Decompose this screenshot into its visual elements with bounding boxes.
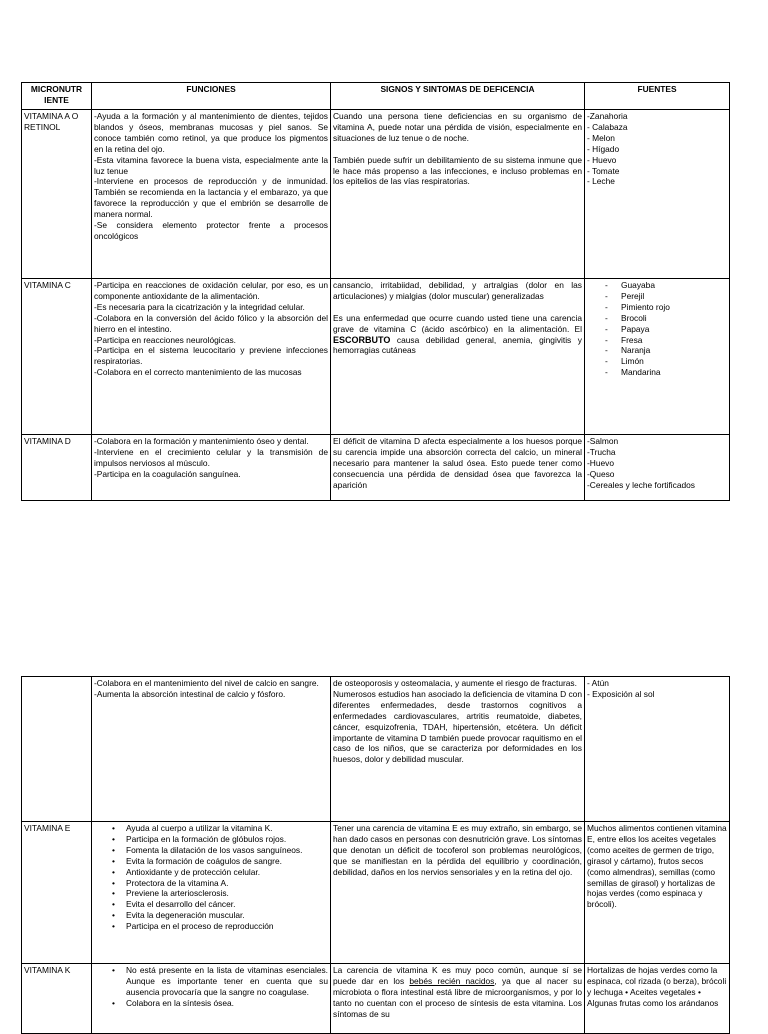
header-micronutriente: MICRONUTR IENTE (22, 83, 92, 110)
symptoms-cell (331, 964, 585, 1034)
source-item: - Tomate (587, 165, 620, 176)
function-item: • Evita la degeneración muscular. (94, 910, 328, 921)
function-item: -Esta vitamina favorece la buena vista, especialmente ante la luz tenue (94, 154, 328, 176)
nutrient-table-page-2 (21, 676, 730, 1034)
function-item: -Es necesaria para la cicatrización y la integridad celular. (94, 301, 305, 312)
symptoms-cell (331, 822, 585, 964)
source-item: - Guayaba (587, 280, 727, 291)
symptom-text: La carencia de vitamina K es muy poco común, aunque sí se puede dar en los (333, 965, 582, 986)
table-row-vitamina-a (22, 110, 730, 279)
nutrient-name: VITAMINA C (22, 279, 92, 435)
function-item: -Colabora en el mantenimiento del nivel de calcio en sangre. (94, 678, 319, 688)
function-item: -Participa en reacciones de oxidación celular, por eso, es un componente antioxidante de la alimentación. (94, 280, 328, 301)
function-item: -Interviene en el crecimiento celular y la transmisión de impulsos nerviosos al músculo. (94, 446, 328, 468)
function-item: • Participa en la formación de glóbulos rojos. (94, 834, 328, 845)
symptoms-cell (331, 279, 585, 435)
source-item: -Salmon (587, 436, 619, 446)
function-item: -Se considera elemento protector frente a procesos oncológicos (94, 220, 328, 241)
header-funciones: FUNCIONES (92, 83, 331, 110)
table-row-vitamina-c (22, 279, 730, 435)
functions-list (94, 965, 328, 1009)
functions-cell (92, 822, 331, 964)
source-paragraph: Muchos alimentos contienen vitamina E, entre ellos los aceites vegetales (como aceites de germen de trigo, girasol y cártamo), frutos secos (como almendras), semillas (como semillas de girasol) y hortalizas de hojas verdes (como espinaca y brócoli). (587, 823, 727, 910)
sources-cell (585, 279, 730, 435)
table-row-vitamina-e (22, 822, 730, 964)
function-item: • Ayuda al cuerpo a utilizar la vitamina K. (94, 823, 328, 834)
nutrient-name: VITAMINA K (22, 964, 92, 1034)
function-item: • Participa en el proceso de reproducción (94, 921, 328, 932)
table-row-vitamina-d-continued (22, 677, 730, 822)
source-item: - Exposición al sol (587, 688, 655, 699)
source-item: - Brocoli (587, 313, 727, 324)
symptom-paragraph: También puede sufrir un debilitamiento de su sistema inmune que le hace más propenso a las infecciones, e incluso problemas en los epitelios de las vías respiratorias. (333, 154, 582, 187)
source-item: - Huevo (587, 154, 617, 165)
function-item: • Previene la arteriosclerosis. (94, 888, 328, 899)
source-item: - Calabaza (587, 121, 628, 132)
nutrient-table-page-1 (21, 82, 730, 501)
function-item: • Evita la formación de coágulos de sangre. (94, 856, 328, 867)
source-item: - Pimiento rojo (587, 302, 727, 313)
function-item: -Colabora en la formación y mantenimiento óseo y dental. (94, 436, 309, 446)
escorbuto-keyword: ESCORBUTO (333, 334, 391, 345)
symptom-paragraph (333, 965, 582, 1020)
functions-cell (92, 677, 331, 822)
function-item: -Colabora en la conversión del ácido fólico y la absorción del hierro en el intestino. (94, 312, 328, 334)
function-item: -Colabora en el correcto mantenimiento de las mucosas (94, 367, 302, 378)
source-item: -Queso (587, 468, 615, 479)
symptom-paragraph: Cuando una persona tiene deficiencias en su organismo de vitamina A, puede notar una pérdida de visión, especialmente en situaciones de luz tenue o de noche. (333, 111, 582, 143)
functions-cell (92, 964, 331, 1034)
source-item: - Mandarina (587, 367, 727, 378)
symptoms-cell (331, 435, 585, 501)
table-row-vitamina-d (22, 435, 730, 501)
symptom-text: causa debilidad general, anemia, gingivitis y hemorragias cutáneas (333, 334, 582, 356)
function-item: -Aumenta la absorción intestinal de calcio y fósforo. (94, 688, 286, 699)
function-item: • Fomenta la dilatación de los vasos sanguíneos. (94, 845, 328, 856)
function-item: -Participa en reacciones neurológicas. (94, 334, 236, 345)
bebes-recien-nacidos-link[interactable]: bebés recién nacidos (409, 975, 495, 986)
source-item: - Atún (587, 678, 609, 688)
symptom-paragraph (333, 313, 582, 357)
symptoms-cell (331, 677, 585, 822)
functions-cell (92, 110, 331, 279)
source-item: - Limón (587, 356, 727, 367)
functions-cell (92, 279, 331, 435)
function-item: -Interviene en procesos de reproducción y de inmunidad. También se recomienda en la lactancia y el embarazo, ya que favorece la reproducción y que el embrión se desarrolle de manera normal. (94, 176, 328, 220)
nutrient-name: VITAMINA A O RETINOL (22, 110, 92, 279)
nutrient-name: VITAMINA E (22, 822, 92, 964)
symptoms-cell (331, 110, 585, 279)
header-signos-sintomas: SIGNOS Y SINTOMAS DE DEFICENCIA (331, 83, 585, 110)
symptom-text: , ya que al nacer su microbiota o flora intestinal está libre de microorganismos, y por lo tanto no cuentan con el proceso de síntesis de esta vitamina. Los síntomas de su (333, 975, 583, 1019)
sources-cell (585, 822, 730, 964)
table-row-vitamina-k (22, 964, 730, 1034)
source-item: - Fresa (587, 335, 727, 346)
symptom-paragraph: de osteoporosis y osteomalacia, y aumente el riesgo de fracturas. (333, 678, 577, 688)
symptom-text: Es una enfermedad que ocurre cuando usted tiene una carencia grave de vitamina C (ácido ascórbico) en la alimentación. El (333, 312, 582, 334)
sources-cell (585, 110, 730, 279)
function-item: -Ayuda a la formación y al mantenimiento de dientes, tejidos blandos y óseos, membranas mucosas y piel sanos. Se conoce también como retinol, ya que produce los pigmentos en la retina del ojo. (94, 111, 328, 154)
function-item: -Participa en el sistema leucocitario y previene infecciones respiratorias. (94, 345, 328, 367)
source-item: - Leche (587, 176, 615, 187)
source-item: -Zanahoria (587, 111, 628, 121)
sources-list (587, 280, 727, 378)
table-header-row (22, 83, 730, 110)
function-item: • Antioxidante y de protección celular. (94, 867, 328, 878)
function-item: • Colabora en la síntesis ósea. (94, 998, 328, 1009)
source-item: - Papaya (587, 324, 727, 335)
symptom-paragraph: Tener una carencia de vitamina E es muy extraño, sin embargo, se han dado casos en personas con desnutrición grave. Los síntomas que denotan un déficit de tocoferol son problemas neurológicos, que se manifiestan en la pérdida del equilibrio y coordinación, debilidad, daños en los nervios sensoriales y en la retina del ojo. (333, 823, 582, 877)
functions-cell (92, 435, 331, 501)
function-item: • No está presente en la lista de vitaminas esenciales. Aunque es importante tener en cuenta que su ausencia provocaría que la sangre no coagulase. (94, 965, 328, 998)
sources-cell (585, 677, 730, 822)
function-item: • Evita el desarrollo del cáncer. (94, 899, 328, 910)
source-item: - Melon (587, 132, 615, 143)
sources-cell (585, 964, 730, 1034)
symptom-paragraph: Numerosos estudios han asociado la deficiencia de vitamina D con diferentes enfermedades, desde trastornos cognitivos a enfermedades cardiovasculares, artritis reumatoide, diabetes, cáncer, esquizofrenia, TDAH, hipertensión, etcétera. Un déficit importante de vitamina D también puede provocar raquitismo en el caso de los niños, que se caracteriza por deformidades en los huesos, dolor y debilidad muscular. (333, 688, 582, 765)
function-item: • Protectora de la vitamina A. (94, 878, 328, 889)
source-paragraph: Hortalizas de hojas verdes como la espinaca, col rizada (o berza), brócoli y lechuga • Aceites vegetales • Algunas frutas como los arándanos (587, 965, 727, 1008)
nutrient-name (22, 677, 92, 822)
sources-cell (585, 435, 730, 501)
header-fuentes: FUENTES (585, 83, 730, 110)
source-item: - Naranja (587, 345, 727, 356)
source-item: -Huevo (587, 457, 614, 468)
source-item: - Hígado (587, 143, 620, 154)
source-item: -Cereales y leche fortificados (587, 479, 695, 490)
source-item: -Trucha (587, 446, 616, 457)
symptom-paragraph: El déficit de vitamina D afecta especialmente a los huesos porque su carencia impide una absorción correcta del calcio, un mineral necesario para mantener la salud ósea. Esto puede tener como consecuencia una pérdida de densidad ósea que favorezca la aparición (333, 436, 582, 490)
function-item: -Participa en la coagulación sanguínea. (94, 468, 241, 479)
functions-list (94, 823, 328, 932)
source-item: - Perejil (587, 291, 727, 302)
nutrient-name: VITAMINA D (22, 435, 92, 501)
symptom-paragraph: cansancio, irritabiidad, debilidad, y artralgias (dolor en las articulaciones) y mialgias (dolor muscular) generalizadas (333, 280, 582, 301)
